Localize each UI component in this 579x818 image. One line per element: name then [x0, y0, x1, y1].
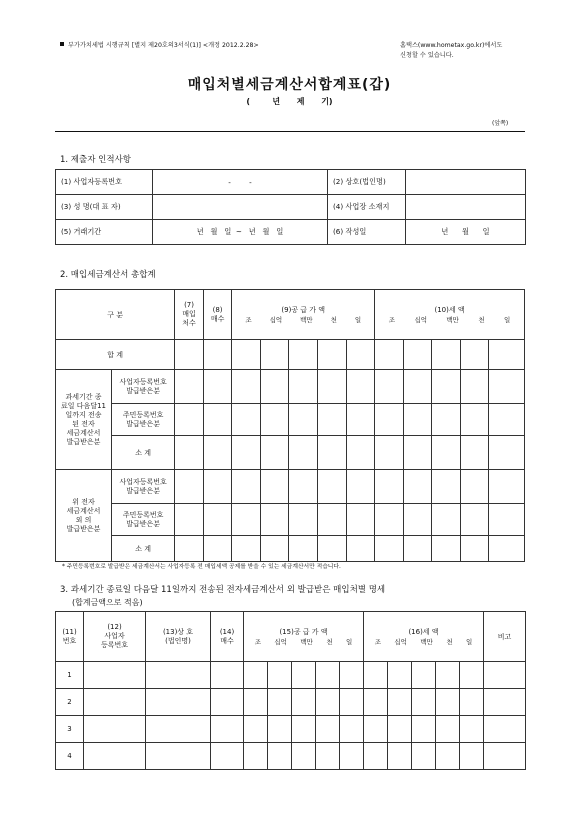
amount-cell[interactable] [364, 716, 388, 743]
transaction-period-label: (5) 거래기간 [56, 220, 153, 245]
total-supplier-count[interactable] [175, 340, 204, 370]
table-row [56, 404, 525, 436]
sheet-count-header [203, 290, 232, 340]
count-cell[interactable] [175, 536, 204, 562]
label-line: 주민등록번호 [122, 510, 164, 519]
amount-cell[interactable] [346, 504, 375, 536]
digit-unit: 일 [354, 315, 362, 324]
amount-cell[interactable] [289, 370, 318, 404]
count-cell[interactable] [211, 743, 244, 770]
page-side-label: (앞쪽) [492, 120, 509, 127]
digit-unit: 십억 [274, 637, 287, 646]
name-cell[interactable] [146, 743, 211, 770]
amount-cell[interactable] [432, 370, 461, 404]
amount-cell[interactable] [460, 716, 484, 743]
amount-cell[interactable] [432, 536, 461, 562]
label-line: 주민등록번호 [122, 410, 164, 419]
resident-number-issued-label [112, 404, 175, 436]
digit-unit: 천 [326, 637, 333, 646]
header-line: (9)공 급 가 액 [281, 305, 326, 314]
amount-cell[interactable] [489, 340, 525, 370]
amount-cell[interactable] [388, 716, 412, 743]
amount-cell[interactable] [232, 370, 261, 404]
count-cell[interactable] [211, 689, 244, 716]
written-date-field[interactable]: 년 월 일 [406, 220, 526, 245]
label-line: 위 전자 [72, 497, 95, 506]
amount-cell[interactable] [244, 743, 268, 770]
header-line: (15)공 급 가 액 [279, 627, 328, 636]
amount-cell[interactable] [244, 689, 268, 716]
count-cell[interactable] [203, 504, 232, 536]
amount-cell[interactable] [318, 536, 347, 562]
amount-cell[interactable] [436, 716, 460, 743]
amount-cell[interactable] [346, 404, 375, 436]
name-cell[interactable] [146, 716, 211, 743]
amount-cell[interactable] [289, 404, 318, 436]
amount-cell[interactable] [489, 370, 525, 404]
amount-cell[interactable] [260, 504, 289, 536]
biz-reg-number-label: (1) 사업자등록번호 [56, 170, 153, 195]
row-number: 4 [56, 743, 84, 770]
amount-cell[interactable] [232, 404, 261, 436]
amount-cell[interactable] [340, 743, 364, 770]
amount-cell[interactable] [289, 536, 318, 562]
amount-cell[interactable] [346, 436, 375, 470]
detail-tax-amount-header [364, 612, 484, 662]
amount-cell[interactable] [244, 662, 268, 689]
amount-cell[interactable] [460, 340, 489, 370]
amount-cell[interactable] [460, 743, 484, 770]
table-row [56, 195, 526, 220]
hometax-notice-line2: 신청할 수 있습니다. [400, 52, 454, 59]
amount-cell[interactable] [260, 404, 289, 436]
label-line: 발급받은분 [126, 386, 161, 395]
amount-cell[interactable] [318, 370, 347, 404]
digit-unit: 백만 [300, 315, 313, 324]
digit-units [244, 637, 363, 647]
name-cell[interactable] [146, 689, 211, 716]
amount-cell[interactable] [375, 370, 404, 404]
amount-cell[interactable] [260, 436, 289, 470]
amount-cell[interactable] [388, 662, 412, 689]
amount-cell[interactable] [388, 689, 412, 716]
header-line: 사업자 [104, 632, 125, 640]
label-line: 사업자등록번호 [119, 377, 167, 386]
amount-cell[interactable] [346, 340, 375, 370]
digit-unit: 조 [374, 637, 381, 646]
header-line: 등록번호 [100, 641, 129, 649]
digit-unit: 일 [346, 637, 353, 646]
amount-cell[interactable] [460, 436, 489, 470]
amount-cell[interactable] [318, 436, 347, 470]
amount-cell[interactable] [436, 662, 460, 689]
digit-unit: 일 [466, 637, 473, 646]
company-name-label: (2) 상호(법인명) [328, 170, 406, 195]
header-line: (16)세 액 [408, 627, 439, 636]
section1-heading: 1. 제출자 인적사항 [60, 155, 131, 165]
amount-cell[interactable] [460, 689, 484, 716]
biz-number-cell[interactable] [84, 662, 146, 689]
count-cell[interactable] [175, 370, 204, 404]
amount-cell[interactable] [292, 689, 316, 716]
amount-cell[interactable] [316, 743, 340, 770]
business-address-field[interactable] [406, 195, 526, 220]
table-row [56, 689, 526, 716]
row-number: 3 [56, 716, 84, 743]
row-number-header [56, 612, 84, 662]
amount-cell[interactable] [364, 662, 388, 689]
amount-cell[interactable] [260, 370, 289, 404]
amount-cell[interactable] [375, 340, 404, 370]
digit-unit: 백만 [300, 637, 313, 646]
amount-cell[interactable] [375, 436, 404, 470]
section3-subheading: (합계금액으로 적음) [72, 598, 143, 607]
form-reference-text: 부가가치세법 시행규칙 [별지 제20호의3서식(1)] <개정 2012.2.28> [68, 42, 259, 49]
supply-value-header [232, 290, 375, 340]
amount-cell[interactable] [489, 504, 525, 536]
amount-cell[interactable] [268, 689, 292, 716]
digit-unit: 천 [478, 315, 485, 324]
business-address-label: (4) 사업장 소재지 [328, 195, 406, 220]
gubun-header: 구 분 [56, 290, 175, 340]
table-row [56, 340, 525, 370]
amount-cell[interactable] [375, 470, 404, 504]
count-cell[interactable] [175, 470, 204, 504]
remark-cell[interactable] [484, 716, 526, 743]
total-sheet-count[interactable] [203, 340, 232, 370]
subtotal-label: 소 계 [112, 436, 175, 470]
count-cell[interactable] [211, 716, 244, 743]
hometax-notice [400, 41, 530, 61]
amount-cell[interactable] [340, 662, 364, 689]
digit-unit: 백만 [420, 637, 433, 646]
supplier-biz-number-header [84, 612, 146, 662]
amount-cell[interactable] [346, 470, 375, 504]
remark-cell[interactable] [484, 743, 526, 770]
count-cell[interactable] [203, 536, 232, 562]
table-row [56, 504, 525, 536]
label-line: 된 전자 [72, 419, 95, 428]
table-row [56, 536, 525, 562]
amount-cell[interactable] [232, 504, 261, 536]
company-name-field[interactable] [406, 170, 526, 195]
amount-cell[interactable] [412, 662, 436, 689]
supplier-name-header [146, 612, 211, 662]
hometax-notice-line1: 홈택스(www.hometax.go.kr)에서도 [400, 42, 503, 49]
amount-cell[interactable] [403, 370, 432, 404]
subtotal-label: 소 계 [112, 536, 175, 562]
amount-cell[interactable] [403, 536, 432, 562]
amount-cell[interactable] [432, 404, 461, 436]
amount-cell[interactable] [260, 470, 289, 504]
written-date-label: (6) 작성일 [328, 220, 406, 245]
label-line: 사업자등록번호 [119, 477, 167, 486]
amount-cell[interactable] [460, 504, 489, 536]
label-line: 료일 다음달11 [61, 401, 106, 410]
amount-cell[interactable] [340, 716, 364, 743]
count-cell[interactable] [203, 404, 232, 436]
table-row [56, 370, 525, 404]
label-line: 발급받은분 [126, 519, 161, 528]
amount-cell[interactable] [292, 716, 316, 743]
amount-cell[interactable] [432, 470, 461, 504]
amount-cell[interactable] [432, 504, 461, 536]
label-line: 발급받은분 [126, 486, 161, 495]
amount-cell[interactable] [375, 504, 404, 536]
header-line: (12) [107, 623, 122, 631]
other-invoice-group-label [56, 470, 112, 562]
biz-number-issued-label [112, 370, 175, 404]
name-cell[interactable] [146, 662, 211, 689]
table-row [56, 170, 526, 195]
amount-cell[interactable] [232, 470, 261, 504]
tax-amount-header [375, 290, 525, 340]
header-line: 매수 [210, 314, 225, 323]
biz-reg-number-field[interactable]: - - [153, 170, 328, 195]
header-line: (11) [62, 627, 77, 636]
amount-cell[interactable] [403, 470, 432, 504]
digit-unit: 백만 [446, 315, 459, 324]
table-header-row [56, 290, 525, 340]
count-cell[interactable] [175, 404, 204, 436]
representative-field[interactable] [153, 195, 328, 220]
header-line: 매수 [220, 636, 234, 645]
amount-cell[interactable] [489, 436, 525, 470]
header-line: 번호 [62, 636, 77, 645]
digit-units [375, 315, 524, 325]
row-number: 1 [56, 662, 84, 689]
label-line: 일까지 전송 [65, 410, 102, 419]
form-title: 매입처별세금계산서합계표(갑) [187, 77, 392, 93]
amount-cell[interactable] [232, 536, 261, 562]
top-divider [55, 131, 525, 132]
label-line: 과세기간 종 [65, 392, 102, 401]
table-row [56, 743, 526, 770]
amount-cell[interactable] [232, 436, 261, 470]
count-cell[interactable] [175, 504, 204, 536]
digit-unit: 조 [254, 637, 261, 646]
label-line: 발급받은분 [66, 524, 101, 533]
amount-cell[interactable] [318, 340, 347, 370]
supplier-detail-table [55, 611, 526, 770]
count-cell[interactable] [203, 436, 232, 470]
section3-heading: 3. 과세기간 종료일 다음달 11일까지 전송된 전자세금계산서 외 발급받은 매입처별 명세 [60, 585, 386, 595]
amount-cell[interactable] [260, 340, 289, 370]
amount-cell[interactable] [364, 689, 388, 716]
digit-unit: 천 [446, 637, 453, 646]
digit-unit: 일 [503, 315, 511, 324]
digit-unit: 십억 [414, 315, 427, 324]
amount-cell[interactable] [489, 404, 525, 436]
digit-unit: 천 [330, 315, 337, 324]
representative-label: (3) 성 명(대 표 자) [56, 195, 153, 220]
biz-number-cell[interactable] [84, 743, 146, 770]
amount-cell[interactable] [346, 536, 375, 562]
amount-cell[interactable] [289, 504, 318, 536]
digit-unit: 조 [388, 315, 396, 324]
detail-supply-value-header [244, 612, 364, 662]
amount-cell[interactable] [460, 536, 489, 562]
table-row [56, 716, 526, 743]
amount-cell[interactable] [318, 404, 347, 436]
biz-number-cell[interactable] [84, 689, 146, 716]
label-line: 발급받은분 [126, 419, 161, 428]
amount-cell[interactable] [412, 743, 436, 770]
amount-cell[interactable] [460, 470, 489, 504]
amount-cell[interactable] [489, 470, 525, 504]
digit-unit: 조 [245, 315, 252, 324]
amount-cell[interactable] [412, 716, 436, 743]
table-row [56, 436, 525, 470]
digit-unit: 십억 [394, 637, 407, 646]
electronic-invoice-group-label [56, 370, 112, 470]
transaction-period-field[interactable]: 년 월 일 ~ 년 월 일 [153, 220, 328, 245]
amount-cell[interactable] [289, 436, 318, 470]
row-number: 2 [56, 689, 84, 716]
amount-cell[interactable] [460, 404, 489, 436]
amount-cell[interactable] [232, 340, 261, 370]
count-cell[interactable] [211, 662, 244, 689]
amount-cell[interactable] [403, 436, 432, 470]
amount-cell[interactable] [268, 662, 292, 689]
header-line: (7) [184, 301, 194, 309]
header-line: 처수 [182, 319, 196, 327]
amount-cell[interactable] [289, 470, 318, 504]
amount-cell[interactable] [460, 370, 489, 404]
detail-sheet-count-header [211, 612, 244, 662]
label-line: 외 의 [75, 515, 92, 524]
form-reference [60, 41, 259, 51]
digit-unit: 십억 [269, 315, 283, 324]
remark-cell[interactable] [484, 662, 526, 689]
amount-cell[interactable] [346, 370, 375, 404]
label-line: 발급받은분 [66, 437, 101, 446]
amount-cell[interactable] [364, 743, 388, 770]
amount-cell[interactable] [318, 470, 347, 504]
digit-units [232, 315, 374, 325]
amount-cell[interactable] [260, 536, 289, 562]
purchase-summary-table [55, 289, 525, 562]
count-cell[interactable] [203, 370, 232, 404]
amount-cell[interactable] [292, 743, 316, 770]
header-line: (14) [219, 627, 235, 636]
biz-number-issued-label [112, 470, 175, 504]
total-row-label: 합 계 [56, 340, 175, 370]
resident-number-issued-label [112, 504, 175, 536]
amount-cell[interactable] [340, 689, 364, 716]
amount-cell[interactable] [489, 536, 525, 562]
remark-header: 비고 [484, 612, 526, 662]
supplier-count-header [175, 290, 204, 340]
amount-cell[interactable] [316, 689, 340, 716]
amount-cell[interactable] [412, 689, 436, 716]
amount-cell[interactable] [403, 340, 432, 370]
biz-number-cell[interactable] [84, 716, 146, 743]
remark-cell[interactable] [484, 689, 526, 716]
table-row [56, 470, 525, 504]
count-cell[interactable] [203, 470, 232, 504]
label-line: 세금계산서 [66, 428, 101, 437]
section2-heading: 2. 매입세금계산서 총합계 [60, 270, 156, 280]
amount-cell[interactable] [316, 662, 340, 689]
amount-cell[interactable] [403, 404, 432, 436]
form-period: ( 년 제 기) [246, 97, 333, 106]
table-row [56, 220, 526, 245]
header-line: (10)세 액 [434, 305, 465, 314]
digit-units [364, 637, 483, 647]
amount-cell[interactable] [388, 743, 412, 770]
amount-cell[interactable] [436, 689, 460, 716]
table-header-row [56, 612, 526, 662]
header-line: (법인명) [165, 636, 191, 645]
amount-cell[interactable] [432, 340, 461, 370]
amount-cell[interactable] [289, 340, 318, 370]
amount-cell[interactable] [244, 716, 268, 743]
amount-cell[interactable] [436, 743, 460, 770]
count-cell[interactable] [175, 436, 204, 470]
label-line: 세금계산서 [66, 506, 101, 515]
header-line: (8) [212, 305, 223, 314]
submitter-info-table [55, 169, 526, 245]
header-line: (13)상 호 [162, 627, 194, 636]
table-row [56, 662, 526, 689]
header-line: 매입 [182, 310, 196, 318]
amount-cell[interactable] [268, 716, 292, 743]
amount-cell[interactable] [375, 536, 404, 562]
amount-cell[interactable] [318, 504, 347, 536]
amount-cell[interactable] [375, 404, 404, 436]
amount-cell[interactable] [403, 504, 432, 536]
amount-cell[interactable] [292, 662, 316, 689]
square-bullet-icon [60, 42, 64, 46]
resident-number-note: * 주민등록번호로 발급받은 세금계산서는 사업자등록 전 매입세액 공제를 받을 수 있는 세금계산서만 적습니다. [62, 564, 341, 570]
amount-cell[interactable] [316, 716, 340, 743]
amount-cell[interactable] [460, 662, 484, 689]
amount-cell[interactable] [268, 743, 292, 770]
amount-cell[interactable] [432, 436, 461, 470]
